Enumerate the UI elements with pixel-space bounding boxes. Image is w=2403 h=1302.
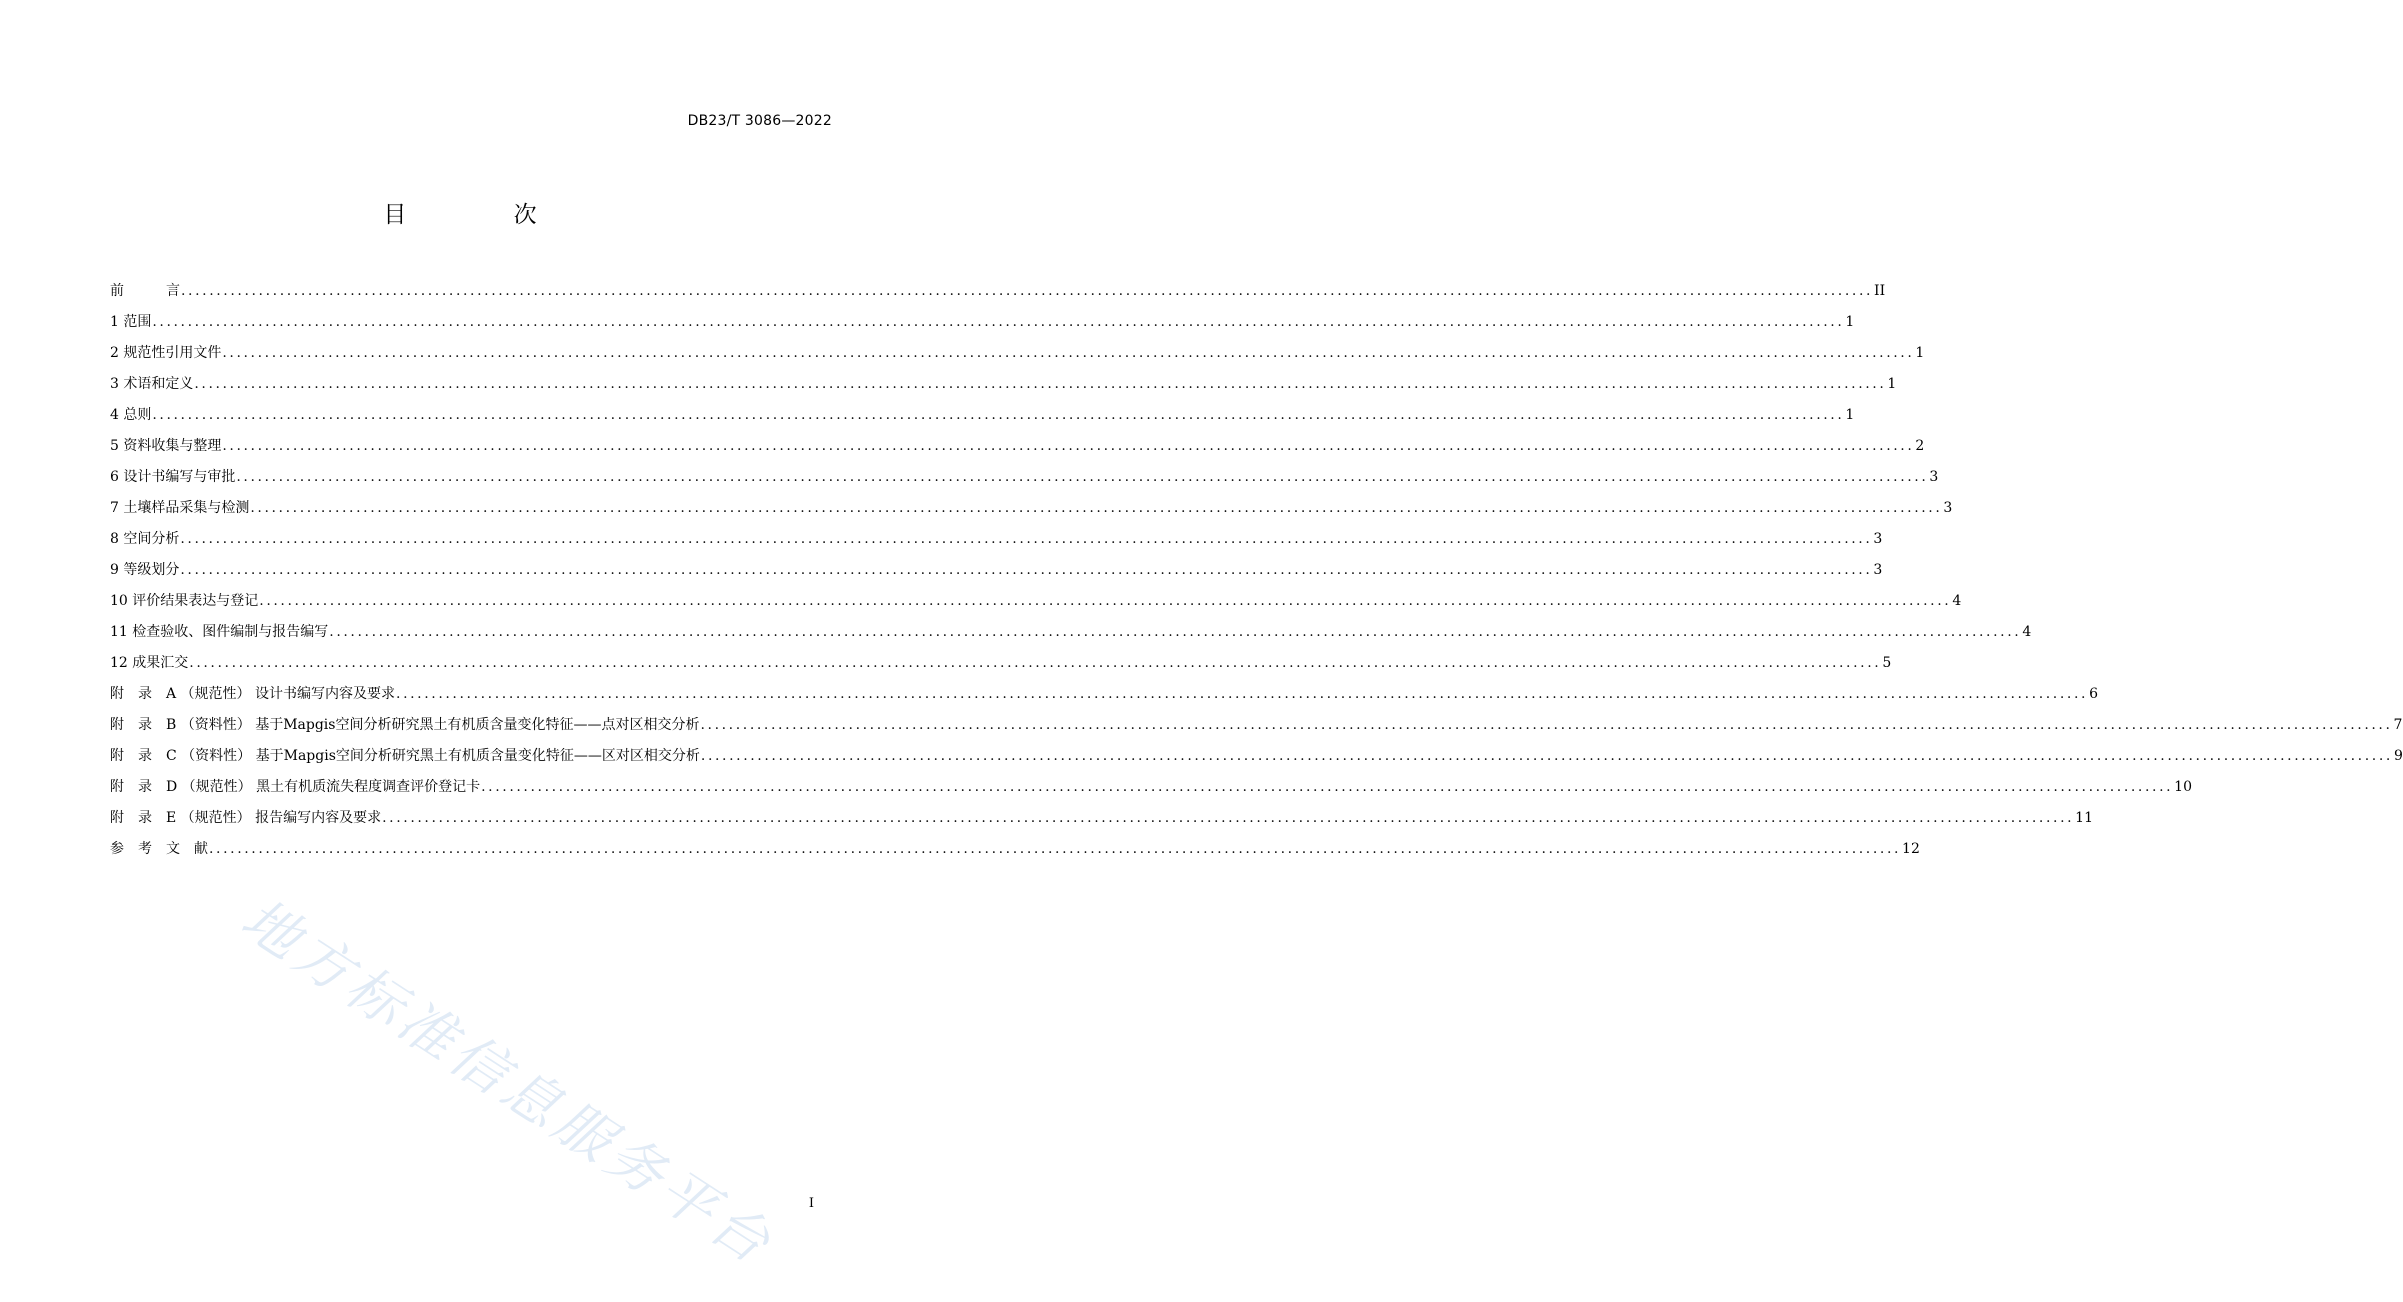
toc-entry-page: 3 (1873, 562, 1883, 578)
toc-entry-appendix-d[interactable] (110, 776, 2192, 807)
toc-entry-appendix-a[interactable] (110, 683, 2098, 714)
toc-entry-label: 附 录 D （规范性） 黑土有机质流失程度调查评价登记卡 (110, 779, 481, 795)
toc-entry-appendix-c[interactable] (110, 745, 2403, 776)
toc-entry-terms[interactable] (110, 373, 1897, 404)
toc-entry-appendix-e[interactable] (110, 807, 2093, 838)
toc-entry-page: 3 (1929, 469, 1939, 485)
toc-entry-label: 6 设计书编写与审批 (110, 469, 236, 485)
toc-dot-leader: ................................................................................................................................................................................................................................................ (152, 407, 1845, 423)
toc-dot-leader: ................................................................................................................................................................................................................................................ (222, 345, 1915, 361)
watermark: 地方标准信息服务平台 (229, 886, 786, 1279)
toc-entry-page: 10 (2174, 779, 2192, 795)
toc-entry-page: 1 (1887, 376, 1897, 392)
toc-entry-label: 12 成果汇交 (110, 655, 189, 671)
toc-dot-leader: ................................................................................................................................................................................................................................................ (396, 686, 2089, 702)
toc-entry-bibliography[interactable] (110, 838, 1920, 869)
toc-entry-page: 11 (2075, 810, 2093, 826)
toc-entry-page: 3 (1943, 500, 1953, 516)
toc-dot-leader: ................................................................................................................................................................................................................................................ (382, 810, 2075, 826)
toc-dot-leader: ................................................................................................................................................................................................................................................ (209, 841, 1902, 857)
toc-entry-page: 6 (2089, 686, 2098, 702)
toc-entry-data-collection[interactable] (110, 435, 1925, 466)
toc-entry-page: 1 (1845, 314, 1855, 330)
toc-dot-leader: ................................................................................................................................................................................................................................................ (180, 562, 1873, 578)
toc-entry-label: 附 录 A （规范性） 设计书编写内容及要求 (110, 686, 396, 702)
toc-entry-page: 5 (1882, 655, 1892, 671)
toc-dot-leader: ................................................................................................................................................................................................................................................ (250, 500, 1943, 516)
toc-entry-page: 9 (2393, 748, 2403, 764)
toc-entry-inspection[interactable] (110, 621, 2032, 652)
toc-entry-foreword[interactable] (110, 280, 1886, 311)
toc-entry-label: 附 录 E （规范性） 报告编写内容及要求 (110, 810, 382, 826)
toc-entry-page: 2 (1915, 438, 1925, 454)
toc-dot-leader: ................................................................................................................................................................................................................................................ (236, 469, 1929, 485)
table-of-contents (110, 280, 2403, 869)
toc-entry-spatial-analysis[interactable] (110, 528, 1883, 559)
toc-entry-label: 9 等级划分 (110, 562, 180, 578)
toc-entry-label: 附 录 B （资料性） 基于Mapgis空间分析研究黑土有机质含量变化特征——点对区相交分析 (110, 717, 700, 733)
page-number: I (808, 1196, 814, 1211)
page-title: 目 次 (383, 202, 587, 228)
toc-dot-leader: ................................................................................................................................................................................................................................................ (180, 531, 1873, 547)
toc-entry-label: 1 范围 (110, 314, 152, 330)
toc-entry-page: 4 (1952, 593, 1962, 609)
toc-entry-evaluation-results[interactable] (110, 590, 1962, 621)
toc-entry-soil-sampling[interactable] (110, 497, 1953, 528)
toc-entry-page: 12 (1902, 841, 1920, 857)
toc-entry-label: 3 术语和定义 (110, 376, 194, 392)
toc-entry-label: 附 录 C （资料性） 基于Mapgis空间分析研究黑土有机质含量变化特征——区对区相交分析 (110, 748, 700, 764)
toc-entry-appendix-b[interactable] (110, 714, 2403, 745)
toc-dot-leader: ................................................................................................................................................................................................................................................ (700, 717, 2393, 733)
document-code: DB23/T 3086—2022 (687, 113, 832, 129)
toc-dot-leader: ................................................................................................................................................................................................................................................ (700, 748, 2393, 764)
toc-entry-deliverables[interactable] (110, 652, 1892, 683)
toc-entry-label: 8 空间分析 (110, 531, 180, 547)
toc-entry-page: II (1874, 283, 1886, 299)
toc-entry-normative-references[interactable] (110, 342, 1925, 373)
toc-entry-page: 3 (1873, 531, 1883, 547)
toc-dot-leader: ................................................................................................................................................................................................................................................ (189, 655, 1882, 671)
toc-entry-label: 前 言 (110, 283, 180, 299)
toc-entry-page: 4 (2022, 624, 2032, 640)
toc-entry-label: 7 土壤样品采集与检测 (110, 500, 250, 516)
toc-dot-leader: ................................................................................................................................................................................................................................................ (222, 438, 1915, 454)
toc-entry-page: 7 (2393, 717, 2403, 733)
toc-dot-leader: ................................................................................................................................................................................................................................................ (152, 314, 1845, 330)
toc-entry-label: 10 评价结果表达与登记 (110, 593, 259, 609)
toc-entry-label: 5 资料收集与整理 (110, 438, 222, 454)
toc-entry-scope[interactable] (110, 311, 1855, 342)
toc-entry-label: 2 规范性引用文件 (110, 345, 222, 361)
toc-entry-label: 11 检查验收、图件编制与报告编写 (110, 624, 329, 640)
toc-dot-leader: ................................................................................................................................................................................................................................................ (259, 593, 1952, 609)
toc-dot-leader: ................................................................................................................................................................................................................................................ (194, 376, 1887, 392)
toc-entry-page: 1 (1845, 407, 1855, 423)
toc-entry-page: 1 (1915, 345, 1925, 361)
toc-dot-leader: ................................................................................................................................................................................................................................................ (181, 283, 1874, 299)
toc-entry-general[interactable] (110, 404, 1855, 435)
toc-entry-design-book[interactable] (110, 466, 1939, 497)
toc-entry-label: 4 总则 (110, 407, 152, 423)
toc-entry-label: 参 考 文 献 (110, 841, 208, 857)
toc-dot-leader: ................................................................................................................................................................................................................................................ (329, 624, 2022, 640)
toc-dot-leader: ................................................................................................................................................................................................................................................ (481, 779, 2174, 795)
toc-entry-grading[interactable] (110, 559, 1883, 590)
